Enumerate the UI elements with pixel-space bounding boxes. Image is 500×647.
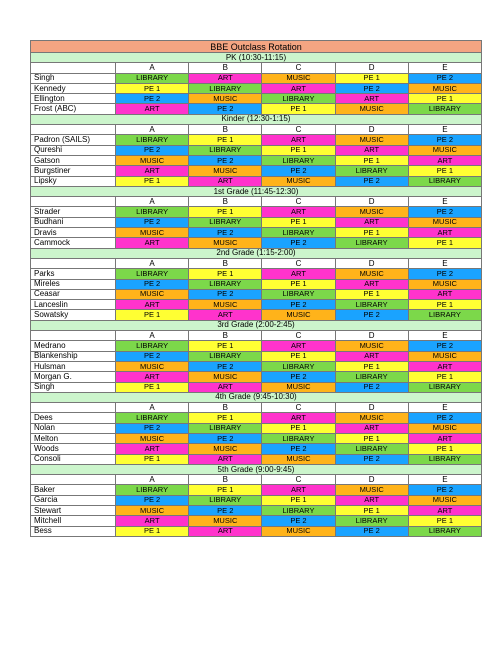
subject-cell-library: LIBRARY xyxy=(189,495,262,505)
teacher-name: Melton xyxy=(31,433,116,443)
table-row xyxy=(31,454,482,464)
subject-cell-library: LIBRARY xyxy=(335,238,408,248)
subject-cell-library: LIBRARY xyxy=(262,361,335,371)
section-row-6 xyxy=(31,464,482,474)
subject-cell-art: ART xyxy=(189,176,262,186)
column-letter-e: E xyxy=(408,403,481,413)
table-row xyxy=(31,433,482,443)
subject-cell-art: ART xyxy=(335,94,408,104)
subject-cell-library: LIBRARY xyxy=(189,145,262,155)
subject-cell-pe-1: PE 1 xyxy=(408,166,481,176)
subject-cell-library: LIBRARY xyxy=(189,217,262,227)
subject-cell-library: LIBRARY xyxy=(116,341,189,351)
column-letters-row xyxy=(31,197,482,207)
column-letters-row xyxy=(31,258,482,268)
column-letter-e: E xyxy=(408,197,481,207)
teacher-name: Nolan xyxy=(31,423,116,433)
subject-cell-library: LIBRARY xyxy=(262,94,335,104)
teacher-name: Consoli xyxy=(31,454,116,464)
column-letter-d: D xyxy=(335,125,408,135)
subject-cell-pe-1: PE 1 xyxy=(408,94,481,104)
subject-cell-pe-1: PE 1 xyxy=(408,300,481,310)
teacher-name: Dravis xyxy=(31,228,116,238)
subject-cell-pe-1: PE 1 xyxy=(189,485,262,495)
subject-cell-art: ART xyxy=(116,300,189,310)
subject-cell-art: ART xyxy=(189,454,262,464)
subject-cell-pe-2: PE 2 xyxy=(335,526,408,536)
subject-cell-pe-1: PE 1 xyxy=(189,269,262,279)
teacher-name: Mitchell xyxy=(31,516,116,526)
subject-cell-pe-1: PE 1 xyxy=(262,279,335,289)
rotation-table-body xyxy=(31,41,482,537)
column-letter-c: C xyxy=(262,403,335,413)
subject-cell-library: LIBRARY xyxy=(262,506,335,516)
column-letter-b: B xyxy=(189,197,262,207)
table-row xyxy=(31,516,482,526)
subject-cell-pe-1: PE 1 xyxy=(262,217,335,227)
subject-cell-pe-2: PE 2 xyxy=(189,228,262,238)
subject-cell-art: ART xyxy=(408,155,481,165)
subject-cell-pe-2: PE 2 xyxy=(335,310,408,320)
sheet-title: BBE Outclass Rotation xyxy=(31,41,482,53)
table-row xyxy=(31,300,482,310)
teacher-name: Qureshi xyxy=(31,145,116,155)
subject-cell-art: ART xyxy=(335,145,408,155)
subject-cell-pe-2: PE 2 xyxy=(262,300,335,310)
subject-cell-art: ART xyxy=(262,269,335,279)
subject-cell-art: ART xyxy=(262,413,335,423)
corner-cell xyxy=(31,197,116,207)
subject-cell-pe-2: PE 2 xyxy=(408,485,481,495)
subject-cell-art: ART xyxy=(116,166,189,176)
subject-cell-music: MUSIC xyxy=(262,526,335,536)
subject-cell-art: ART xyxy=(262,485,335,495)
subject-cell-pe-1: PE 1 xyxy=(262,351,335,361)
teacher-name: Singh xyxy=(31,73,116,83)
subject-cell-art: ART xyxy=(116,372,189,382)
column-letter-e: E xyxy=(408,475,481,485)
subject-cell-pe-1: PE 1 xyxy=(335,506,408,516)
subject-cell-pe-2: PE 2 xyxy=(116,351,189,361)
subject-cell-library: LIBRARY xyxy=(262,228,335,238)
table-row xyxy=(31,310,482,320)
subject-cell-music: MUSIC xyxy=(262,310,335,320)
corner-cell xyxy=(31,63,116,73)
table-row xyxy=(31,485,482,495)
teacher-name: Cammock xyxy=(31,238,116,248)
subject-cell-music: MUSIC xyxy=(335,207,408,217)
subject-cell-library: LIBRARY xyxy=(408,526,481,536)
subject-cell-art: ART xyxy=(335,351,408,361)
corner-cell xyxy=(31,475,116,485)
table-row xyxy=(31,104,482,114)
subject-cell-art: ART xyxy=(262,207,335,217)
table-row xyxy=(31,444,482,454)
subject-cell-library: LIBRARY xyxy=(335,300,408,310)
subject-cell-pe-2: PE 2 xyxy=(189,289,262,299)
table-row xyxy=(31,413,482,423)
subject-cell-pe-1: PE 1 xyxy=(408,372,481,382)
subject-cell-pe-2: PE 2 xyxy=(262,372,335,382)
column-letter-d: D xyxy=(335,331,408,341)
teacher-name: Hulsman xyxy=(31,361,116,371)
subject-cell-art: ART xyxy=(116,238,189,248)
subject-cell-library: LIBRARY xyxy=(335,166,408,176)
teacher-name: Baker xyxy=(31,485,116,495)
subject-cell-art: ART xyxy=(335,217,408,227)
teacher-name: Ellington xyxy=(31,94,116,104)
column-letters-row xyxy=(31,331,482,341)
table-row xyxy=(31,207,482,217)
section-row-1 xyxy=(31,114,482,124)
subject-cell-music: MUSIC xyxy=(335,269,408,279)
subject-cell-music: MUSIC xyxy=(408,423,481,433)
table-row xyxy=(31,526,482,536)
subject-cell-art: ART xyxy=(408,506,481,516)
subject-cell-library: LIBRARY xyxy=(335,372,408,382)
subject-cell-library: LIBRARY xyxy=(189,423,262,433)
column-letter-b: B xyxy=(189,125,262,135)
table-row xyxy=(31,372,482,382)
subject-cell-art: ART xyxy=(262,83,335,93)
table-row xyxy=(31,73,482,83)
table-row xyxy=(31,94,482,104)
subject-cell-pe-2: PE 2 xyxy=(335,454,408,464)
column-letter-b: B xyxy=(189,331,262,341)
subject-cell-library: LIBRARY xyxy=(262,155,335,165)
table-row xyxy=(31,145,482,155)
corner-cell xyxy=(31,403,116,413)
subject-cell-pe-1: PE 1 xyxy=(116,83,189,93)
column-letters-row xyxy=(31,403,482,413)
table-row xyxy=(31,135,482,145)
column-letter-d: D xyxy=(335,258,408,268)
subject-cell-art: ART xyxy=(262,135,335,145)
table-row xyxy=(31,495,482,505)
subject-cell-pe-2: PE 2 xyxy=(408,135,481,145)
teacher-name: Medrano xyxy=(31,341,116,351)
column-letter-a: A xyxy=(116,258,189,268)
subject-cell-pe-2: PE 2 xyxy=(116,145,189,155)
subject-cell-pe-2: PE 2 xyxy=(116,217,189,227)
teacher-name: Strader xyxy=(31,207,116,217)
column-letter-a: A xyxy=(116,403,189,413)
subject-cell-art: ART xyxy=(408,433,481,443)
table-row xyxy=(31,506,482,516)
subject-cell-music: MUSIC xyxy=(262,454,335,464)
subject-cell-art: ART xyxy=(189,526,262,536)
subject-cell-pe-1: PE 1 xyxy=(189,413,262,423)
subject-cell-pe-1: PE 1 xyxy=(189,135,262,145)
subject-cell-pe-1: PE 1 xyxy=(116,526,189,536)
column-letter-a: A xyxy=(116,125,189,135)
subject-cell-pe-1: PE 1 xyxy=(408,444,481,454)
subject-cell-music: MUSIC xyxy=(189,516,262,526)
corner-cell xyxy=(31,258,116,268)
teacher-name: Parks xyxy=(31,269,116,279)
subject-cell-art: ART xyxy=(335,423,408,433)
subject-cell-pe-2: PE 2 xyxy=(116,279,189,289)
table-row xyxy=(31,217,482,227)
subject-cell-pe-2: PE 2 xyxy=(189,506,262,516)
subject-cell-pe-1: PE 1 xyxy=(408,238,481,248)
subject-cell-pe-1: PE 1 xyxy=(116,382,189,392)
teacher-name: Padron (SAILS) xyxy=(31,135,116,145)
subject-cell-music: MUSIC xyxy=(408,217,481,227)
subject-cell-pe-1: PE 1 xyxy=(116,176,189,186)
subject-cell-art: ART xyxy=(335,495,408,505)
subject-cell-pe-1: PE 1 xyxy=(189,341,262,351)
column-letter-b: B xyxy=(189,258,262,268)
subject-cell-music: MUSIC xyxy=(335,341,408,351)
teacher-name: Burgstiner xyxy=(31,166,116,176)
subject-cell-library: LIBRARY xyxy=(408,176,481,186)
subject-cell-library: LIBRARY xyxy=(335,444,408,454)
subject-cell-pe-2: PE 2 xyxy=(408,269,481,279)
table-row xyxy=(31,155,482,165)
subject-cell-pe-1: PE 1 xyxy=(335,361,408,371)
teacher-name: Budhani xyxy=(31,217,116,227)
teacher-name: Kennedy xyxy=(31,83,116,93)
subject-cell-art: ART xyxy=(335,279,408,289)
subject-cell-music: MUSIC xyxy=(116,506,189,516)
column-letters-row xyxy=(31,475,482,485)
rotation-table xyxy=(30,40,482,537)
subject-cell-art: ART xyxy=(262,341,335,351)
section-header: 5th Grade (9:00-9:45) xyxy=(31,464,482,474)
subject-cell-music: MUSIC xyxy=(262,382,335,392)
teacher-name: Sowatsky xyxy=(31,310,116,320)
teacher-name: Blankenship xyxy=(31,351,116,361)
subject-cell-library: LIBRARY xyxy=(189,83,262,93)
teacher-name: Bess xyxy=(31,526,116,536)
column-letter-a: A xyxy=(116,331,189,341)
section-row-5 xyxy=(31,392,482,402)
subject-cell-library: LIBRARY xyxy=(189,351,262,361)
subject-cell-music: MUSIC xyxy=(408,83,481,93)
table-row xyxy=(31,166,482,176)
section-row-3 xyxy=(31,248,482,258)
teacher-name: Mireles xyxy=(31,279,116,289)
subject-cell-music: MUSIC xyxy=(408,351,481,361)
subject-cell-pe-2: PE 2 xyxy=(408,73,481,83)
subject-cell-pe-1: PE 1 xyxy=(116,310,189,320)
column-letter-c: C xyxy=(262,197,335,207)
section-header: 3rd Grade (2:00-2:45) xyxy=(31,320,482,330)
table-row xyxy=(31,238,482,248)
subject-cell-pe-2: PE 2 xyxy=(408,341,481,351)
teacher-name: Garcia xyxy=(31,495,116,505)
subject-cell-music: MUSIC xyxy=(408,145,481,155)
teacher-name: Morgan G. xyxy=(31,372,116,382)
section-header: 2nd Grade (1:15-2:00) xyxy=(31,248,482,258)
teacher-name: Lanceslin xyxy=(31,300,116,310)
subject-cell-pe-2: PE 2 xyxy=(116,423,189,433)
subject-cell-music: MUSIC xyxy=(116,228,189,238)
subject-cell-pe-1: PE 1 xyxy=(335,155,408,165)
column-letter-c: C xyxy=(262,331,335,341)
subject-cell-art: ART xyxy=(408,361,481,371)
teacher-name: Singh xyxy=(31,382,116,392)
subject-cell-library: LIBRARY xyxy=(116,269,189,279)
subject-cell-pe-1: PE 1 xyxy=(335,289,408,299)
subject-cell-pe-2: PE 2 xyxy=(335,83,408,93)
column-letter-b: B xyxy=(189,403,262,413)
subject-cell-library: LIBRARY xyxy=(116,485,189,495)
subject-cell-pe-1: PE 1 xyxy=(116,454,189,464)
column-letter-a: A xyxy=(116,197,189,207)
subject-cell-art: ART xyxy=(116,516,189,526)
teacher-name: Frost (ABC) xyxy=(31,104,116,114)
section-header: PK (10:30-11:15) xyxy=(31,53,482,63)
teacher-name: Dees xyxy=(31,413,116,423)
subject-cell-music: MUSIC xyxy=(335,104,408,114)
column-letter-c: C xyxy=(262,63,335,73)
subject-cell-pe-1: PE 1 xyxy=(408,516,481,526)
subject-cell-art: ART xyxy=(189,73,262,83)
teacher-name: Gatson xyxy=(31,155,116,165)
corner-cell xyxy=(31,125,116,135)
column-letter-e: E xyxy=(408,258,481,268)
table-row xyxy=(31,228,482,238)
subject-cell-pe-2: PE 2 xyxy=(189,155,262,165)
subject-cell-library: LIBRARY xyxy=(116,135,189,145)
table-row xyxy=(31,269,482,279)
column-letters-row xyxy=(31,125,482,135)
subject-cell-music: MUSIC xyxy=(335,135,408,145)
column-letter-b: B xyxy=(189,475,262,485)
subject-cell-pe-2: PE 2 xyxy=(189,433,262,443)
subject-cell-library: LIBRARY xyxy=(116,73,189,83)
subject-cell-library: LIBRARY xyxy=(408,310,481,320)
subject-cell-music: MUSIC xyxy=(335,485,408,495)
table-row xyxy=(31,83,482,93)
subject-cell-pe-2: PE 2 xyxy=(262,516,335,526)
subject-cell-pe-1: PE 1 xyxy=(262,104,335,114)
subject-cell-music: MUSIC xyxy=(189,238,262,248)
subject-cell-music: MUSIC xyxy=(116,433,189,443)
table-row xyxy=(31,341,482,351)
column-letter-b: B xyxy=(189,63,262,73)
table-row xyxy=(31,361,482,371)
section-header: 1st Grade (11:45-12:30) xyxy=(31,186,482,196)
subject-cell-library: LIBRARY xyxy=(116,207,189,217)
section-row-2 xyxy=(31,186,482,196)
teacher-name: Stewart xyxy=(31,506,116,516)
subject-cell-pe-2: PE 2 xyxy=(262,238,335,248)
subject-cell-library: LIBRARY xyxy=(408,382,481,392)
subject-cell-pe-2: PE 2 xyxy=(335,176,408,186)
section-header: 4th Grade (9:45-10:30) xyxy=(31,392,482,402)
table-row xyxy=(31,351,482,361)
subject-cell-pe-2: PE 2 xyxy=(116,94,189,104)
column-letters-row xyxy=(31,63,482,73)
subject-cell-music: MUSIC xyxy=(408,279,481,289)
column-letter-e: E xyxy=(408,63,481,73)
subject-cell-pe-1: PE 1 xyxy=(335,73,408,83)
subject-cell-library: LIBRARY xyxy=(262,289,335,299)
subject-cell-library: LIBRARY xyxy=(335,516,408,526)
section-row-4 xyxy=(31,320,482,330)
subject-cell-library: LIBRARY xyxy=(262,433,335,443)
subject-cell-music: MUSIC xyxy=(189,444,262,454)
subject-cell-art: ART xyxy=(189,382,262,392)
teacher-name: Woods xyxy=(31,444,116,454)
subject-cell-music: MUSIC xyxy=(189,166,262,176)
subject-cell-music: MUSIC xyxy=(408,495,481,505)
subject-cell-music: MUSIC xyxy=(189,300,262,310)
subject-cell-library: LIBRARY xyxy=(408,104,481,114)
subject-cell-pe-2: PE 2 xyxy=(116,495,189,505)
subject-cell-pe-1: PE 1 xyxy=(335,433,408,443)
column-letter-d: D xyxy=(335,63,408,73)
column-letter-d: D xyxy=(335,403,408,413)
subject-cell-pe-1: PE 1 xyxy=(262,423,335,433)
subject-cell-pe-1: PE 1 xyxy=(189,207,262,217)
subject-cell-pe-1: PE 1 xyxy=(262,495,335,505)
column-letter-a: A xyxy=(116,63,189,73)
subject-cell-pe-2: PE 2 xyxy=(189,104,262,114)
subject-cell-art: ART xyxy=(408,289,481,299)
subject-cell-pe-2: PE 2 xyxy=(408,207,481,217)
subject-cell-art: ART xyxy=(408,228,481,238)
column-letter-e: E xyxy=(408,331,481,341)
subject-cell-art: ART xyxy=(189,310,262,320)
title-row xyxy=(31,41,482,53)
subject-cell-music: MUSIC xyxy=(262,176,335,186)
subject-cell-library: LIBRARY xyxy=(189,279,262,289)
subject-cell-art: ART xyxy=(116,444,189,454)
subject-cell-pe-1: PE 1 xyxy=(262,145,335,155)
subject-cell-music: MUSIC xyxy=(116,361,189,371)
column-letter-c: C xyxy=(262,475,335,485)
table-row xyxy=(31,279,482,289)
subject-cell-library: LIBRARY xyxy=(116,413,189,423)
teacher-name: Ceasar xyxy=(31,289,116,299)
subject-cell-music: MUSIC xyxy=(189,94,262,104)
subject-cell-pe-1: PE 1 xyxy=(335,228,408,238)
subject-cell-music: MUSIC xyxy=(335,413,408,423)
teacher-name: Lipsky xyxy=(31,176,116,186)
table-row xyxy=(31,176,482,186)
subject-cell-art: ART xyxy=(116,104,189,114)
table-row xyxy=(31,289,482,299)
column-letter-e: E xyxy=(408,125,481,135)
corner-cell xyxy=(31,331,116,341)
column-letter-c: C xyxy=(262,125,335,135)
subject-cell-music: MUSIC xyxy=(189,372,262,382)
column-letter-c: C xyxy=(262,258,335,268)
column-letter-d: D xyxy=(335,475,408,485)
subject-cell-music: MUSIC xyxy=(116,289,189,299)
subject-cell-library: LIBRARY xyxy=(408,454,481,464)
subject-cell-music: MUSIC xyxy=(116,155,189,165)
section-row-0 xyxy=(31,53,482,63)
subject-cell-music: MUSIC xyxy=(262,73,335,83)
table-row xyxy=(31,382,482,392)
table-row xyxy=(31,423,482,433)
subject-cell-pe-2: PE 2 xyxy=(335,382,408,392)
column-letter-a: A xyxy=(116,475,189,485)
subject-cell-pe-2: PE 2 xyxy=(262,444,335,454)
subject-cell-pe-2: PE 2 xyxy=(262,166,335,176)
column-letter-d: D xyxy=(335,197,408,207)
subject-cell-pe-2: PE 2 xyxy=(189,361,262,371)
subject-cell-pe-2: PE 2 xyxy=(408,413,481,423)
section-header: Kinder (12:30-1:15) xyxy=(31,114,482,124)
